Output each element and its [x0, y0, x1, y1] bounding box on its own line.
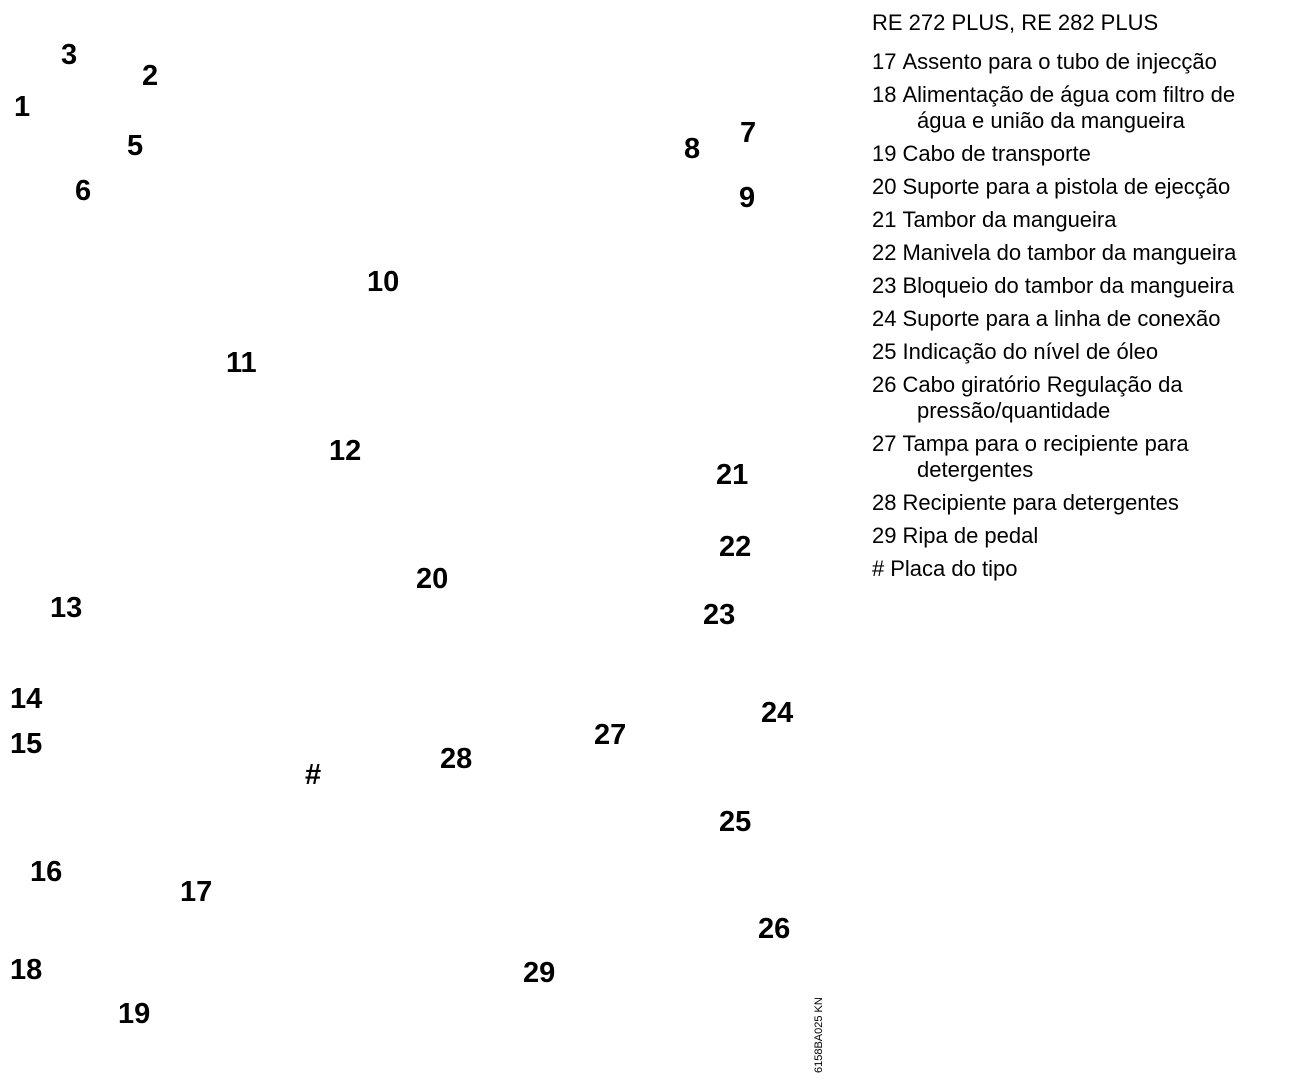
- callout-11: 11: [226, 347, 257, 379]
- callout-18: 18: [10, 954, 43, 986]
- legend-item-29: [872, 523, 1282, 549]
- legend-text: Cabo giratório Regulação da pressão/quantidade: [902, 372, 1183, 423]
- callout-25: 25: [719, 806, 752, 838]
- legend-text: Suporte para a pistola de ejecção: [902, 174, 1231, 199]
- legend-text: Cabo de transporte: [902, 141, 1091, 166]
- parts-legend: [872, 10, 1282, 589]
- callout-9: 9: [739, 182, 756, 214]
- legend-item-22: [872, 240, 1282, 266]
- callout-16: 16: [30, 856, 63, 888]
- legend-num: 27: [872, 431, 897, 456]
- legend-list: [872, 49, 1282, 582]
- legend-num: 21: [872, 207, 897, 232]
- legend-item-17: [872, 49, 1282, 75]
- legend-item-19: [872, 141, 1282, 167]
- callout-19: 19: [118, 998, 151, 1030]
- legend-text: Ripa de pedal: [902, 523, 1039, 548]
- callout-27: 27: [594, 719, 627, 751]
- legend-text: Suporte para a linha de conexão: [902, 306, 1221, 331]
- callout-28: 28: [440, 743, 473, 775]
- legend-num: 20: [872, 174, 897, 199]
- legend-item-21: [872, 207, 1282, 233]
- callout-7: 7: [740, 117, 757, 149]
- callout-29: 29: [523, 957, 556, 989]
- legend-num: #: [872, 556, 885, 581]
- callout-20: 20: [416, 563, 449, 595]
- figure-code: 6158BA025 KN: [813, 997, 825, 1073]
- legend-item-20: [872, 174, 1282, 200]
- legend-item-18: [872, 82, 1282, 134]
- legend-text: Bloqueio do tambor da mangueira: [902, 273, 1234, 298]
- legend-item-26: [872, 372, 1282, 424]
- callout-1: 1: [14, 91, 31, 123]
- legend-num: 29: [872, 523, 897, 548]
- legend-text: Indicação do nível de óleo: [902, 339, 1159, 364]
- callout-2: 2: [142, 60, 159, 92]
- legend-num: 22: [872, 240, 897, 265]
- legend-item-25: [872, 339, 1282, 365]
- legend-item-24: [872, 306, 1282, 332]
- legend-num: 24: [872, 306, 897, 331]
- legend-item-type-plate: [872, 556, 1282, 582]
- callout-3: 3: [61, 39, 78, 71]
- callout-5: 5: [127, 130, 144, 162]
- legend-text: Recipiente para detergentes: [902, 490, 1179, 515]
- legend-text: Alimentação de água com filtro de água e união da mangueira: [902, 82, 1236, 133]
- legend-item-27: [872, 431, 1282, 483]
- legend-num: 19: [872, 141, 897, 166]
- callout-type-plate: #: [305, 759, 322, 791]
- legend-item-28: [872, 490, 1282, 516]
- callout-26: 26: [758, 913, 791, 945]
- legend-num: 17: [872, 49, 897, 74]
- callout-22: 22: [719, 531, 752, 563]
- callout-6: 6: [75, 175, 92, 207]
- legend-num: 26: [872, 372, 897, 397]
- callout-10: 10: [367, 266, 400, 298]
- callout-17: 17: [180, 876, 213, 908]
- legend-text: Tambor da mangueira: [902, 207, 1117, 232]
- legend-text: Tampa para o recipiente para detergentes: [902, 431, 1189, 482]
- callout-14: 14: [10, 683, 43, 715]
- legend-text: Placa do tipo: [890, 556, 1018, 581]
- callout-23: 23: [703, 599, 736, 631]
- callout-13: 13: [50, 592, 83, 624]
- legend-num: 28: [872, 490, 897, 515]
- callout-21: 21: [716, 459, 749, 491]
- callout-24: 24: [761, 697, 794, 729]
- legend-num: 18: [872, 82, 897, 107]
- legend-num: 23: [872, 273, 897, 298]
- legend-text: Assento para o tubo de injecção: [902, 49, 1217, 74]
- legend-title: RE 272 PLUS, RE 282 PLUS: [872, 10, 1159, 35]
- callout-12: 12: [329, 435, 362, 467]
- legend-num: 25: [872, 339, 897, 364]
- callout-8: 8: [684, 133, 701, 165]
- legend-item-23: [872, 273, 1282, 299]
- legend-text: Manivela do tambor da mangueira: [902, 240, 1237, 265]
- callout-15: 15: [10, 728, 43, 760]
